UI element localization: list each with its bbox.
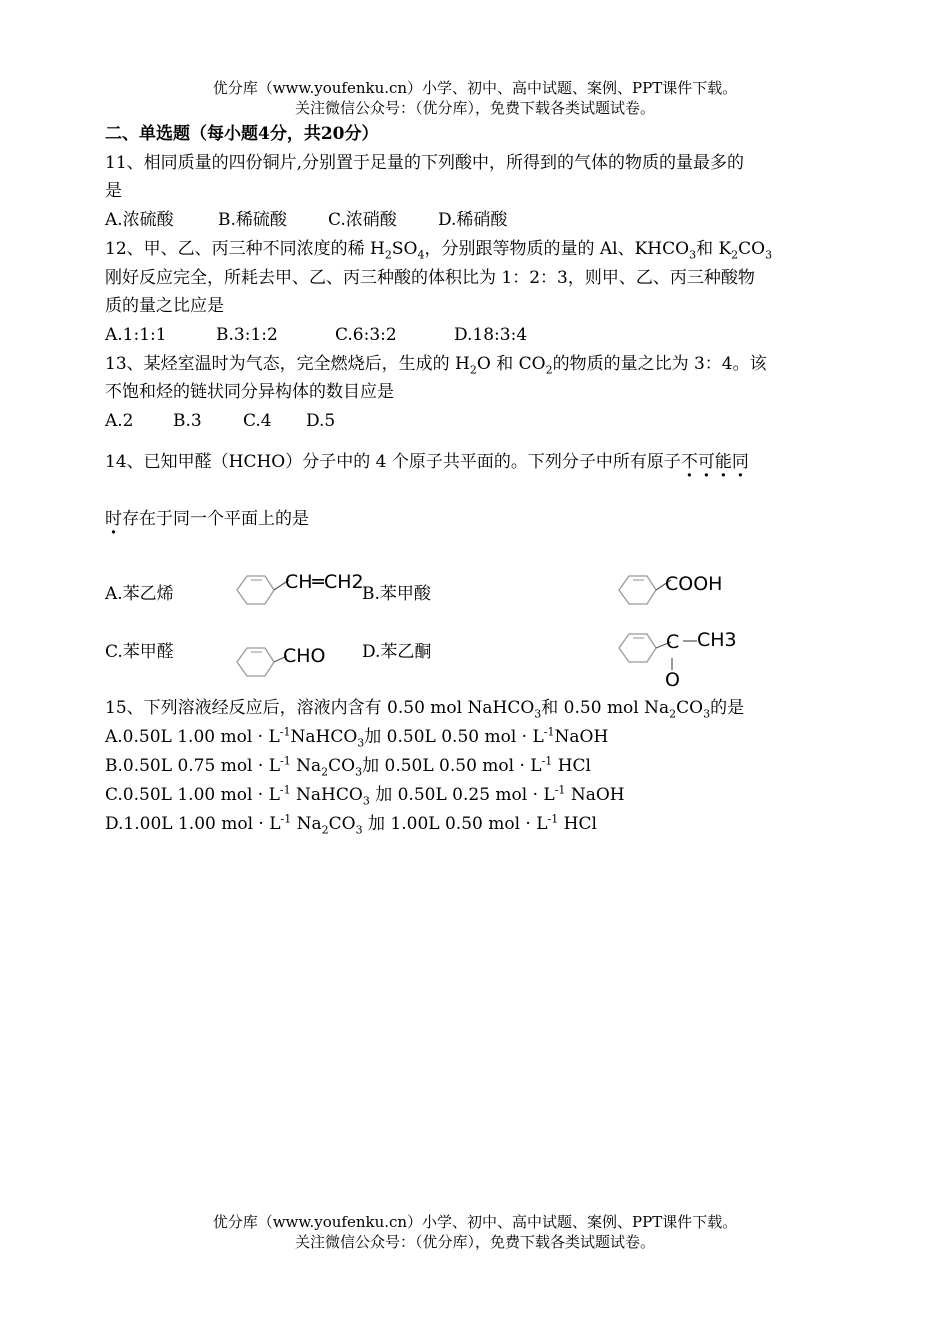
q15-text: 的是 bbox=[710, 698, 745, 718]
q14-stem-line-2 bbox=[105, 507, 309, 531]
q12-text: ，分别跟等物质的量的 Al、KHCO bbox=[424, 239, 690, 259]
q15-option-d[interactable] bbox=[105, 812, 597, 836]
q12-option-d[interactable]: D.18:3:4 bbox=[454, 325, 528, 345]
subscript: 2 bbox=[731, 248, 739, 262]
q15-text: 15、下列溶液经反应后，溶液内含有 0.50 mol NaHCO bbox=[105, 698, 535, 718]
q12-stem-line-3: 质的量之比应是 bbox=[105, 296, 224, 316]
option-text: 加 1.00L 0.50 mol · L bbox=[362, 814, 548, 834]
q12-stem-line-2: 刚好反应完全，所耗去甲、乙、丙三种酸的体积比为 1：2：3，则甲、乙、丙三种酸物 bbox=[105, 268, 755, 288]
superscript: -1 bbox=[279, 783, 291, 797]
q12-text: 和 K bbox=[696, 239, 732, 259]
formula-benzaldehyde: CHO bbox=[283, 645, 326, 667]
option-text: NaOH bbox=[565, 785, 625, 805]
emphasis-char: 能 bbox=[714, 452, 732, 472]
q14-option-b[interactable]: B.苯甲酸 bbox=[362, 584, 431, 604]
subscript: 3 bbox=[765, 248, 773, 262]
q14-option-d[interactable]: D.苯乙酮 bbox=[362, 642, 432, 662]
q13-option-d[interactable]: D.5 bbox=[306, 411, 336, 431]
q12-stem-line-1 bbox=[105, 237, 772, 261]
option-text: HCl bbox=[552, 756, 591, 776]
page-header bbox=[0, 78, 950, 118]
superscript: -1 bbox=[280, 812, 292, 826]
subscript: 3 bbox=[703, 707, 711, 721]
formula-carbonyl-carbon: C bbox=[666, 631, 680, 653]
q13-option-b[interactable]: B.3 bbox=[173, 411, 202, 431]
option-text: C.0.50L 1.00 mol · L bbox=[105, 785, 280, 805]
option-text: CO bbox=[328, 756, 356, 776]
option-text: NaHCO bbox=[290, 785, 363, 805]
q13-text: 的物质的量之比为 3：4。该 bbox=[552, 354, 767, 374]
section-title: 二、单选题（每小题4分，共20分） bbox=[105, 124, 379, 144]
subscript: 4 bbox=[417, 248, 425, 262]
q11-stem-line-2: 是 bbox=[105, 181, 122, 201]
page-footer bbox=[0, 1212, 950, 1252]
header-line-2: 关注微信公众号：（优分库），免费下载各类试题试卷。 bbox=[294, 99, 655, 117]
subscript: 3 bbox=[534, 707, 542, 721]
q15-option-c[interactable] bbox=[105, 783, 625, 807]
q11-option-c[interactable]: C.浓硝酸 bbox=[328, 210, 397, 230]
option-text: A.0.50L 1.00 mol · L bbox=[105, 727, 280, 747]
q14-option-c[interactable]: C.苯甲醛 bbox=[105, 642, 174, 662]
q12-option-a[interactable]: A.1:1:1 bbox=[105, 325, 167, 345]
subscript: 3 bbox=[362, 794, 370, 808]
subscript: 2 bbox=[669, 707, 677, 721]
formula-oxygen: O bbox=[665, 669, 680, 691]
formula-methyl: CH3 bbox=[697, 629, 737, 651]
q13-stem-line-1 bbox=[105, 352, 767, 376]
benzene-ring-a bbox=[233, 572, 293, 612]
q12-text: 12、甲、乙、丙三种不同浓度的稀 H bbox=[105, 239, 385, 259]
footer-line-1: 优分库（www.youfenku.cn）小学、初中、高中试题、案例、PPT课件下载。 bbox=[212, 1213, 738, 1231]
q15-stem bbox=[105, 696, 744, 720]
option-text: CO bbox=[328, 814, 356, 834]
superscript: -1 bbox=[554, 783, 566, 797]
option-text: 加 0.50L 0.50 mol · L bbox=[364, 727, 544, 747]
footer-line-2: 关注微信公众号：（优分库），免费下载各类试题试卷。 bbox=[294, 1233, 655, 1251]
q14-text: 14、已知甲醛（HCHO）分子中的 4 个原子共平面的。下列分子中所有原子 bbox=[105, 452, 681, 472]
option-text: D.1.00L 1.00 mol · L bbox=[105, 814, 281, 834]
superscript: -1 bbox=[547, 812, 559, 826]
q11-stem-line-1: 11、相同质量的四份铜片,分别置于足量的下列酸中，所得到的气体的物质的量最多的 bbox=[105, 153, 745, 173]
q13-option-c[interactable]: C.4 bbox=[243, 411, 272, 431]
q12-options bbox=[105, 323, 527, 347]
emphasis-char: 时 bbox=[105, 509, 122, 529]
subscript: 2 bbox=[321, 765, 329, 779]
formula-styrene: CH═CH2 bbox=[285, 571, 364, 593]
superscript: -1 bbox=[541, 754, 553, 768]
option-text: Na bbox=[291, 814, 322, 834]
q11-option-a[interactable]: A.浓硫酸 bbox=[105, 210, 174, 230]
formula-benzoic-acid: COOH bbox=[665, 573, 723, 595]
subscript: 2 bbox=[469, 363, 477, 377]
q12-option-b[interactable]: B.3:1:2 bbox=[216, 325, 278, 345]
header-line-1: 优分库（www.youfenku.cn）小学、初中、高中试题、案例、PPT课件下载。 bbox=[212, 79, 738, 97]
option-text: NaOH bbox=[554, 727, 609, 747]
q13-text: 13、某烃室温时为气态，完全燃烧后，生成的 H bbox=[105, 354, 470, 374]
emphasis-char: 同 bbox=[731, 452, 749, 472]
q12-text: CO bbox=[738, 239, 766, 259]
subscript: 3 bbox=[355, 823, 363, 837]
q15-text: CO bbox=[676, 698, 704, 718]
q11-options bbox=[105, 208, 507, 232]
q14-text: 存在于同一个平面上的是 bbox=[122, 509, 309, 529]
q15-text: 和 0.50 mol Na bbox=[541, 698, 670, 718]
option-text: HCl bbox=[558, 814, 597, 834]
subscript: 3 bbox=[689, 248, 697, 262]
q11-option-b[interactable]: B.稀硫酸 bbox=[218, 210, 287, 230]
subscript: 2 bbox=[321, 823, 329, 837]
q13-stem-line-2: 不饱和烃的链状同分异构体的数目应是 bbox=[105, 382, 394, 402]
q11-option-d[interactable]: D.稀硝酸 bbox=[438, 210, 508, 230]
q15-option-a[interactable] bbox=[105, 725, 608, 749]
subscript: 3 bbox=[355, 765, 363, 779]
emphasis-char: 不 bbox=[680, 452, 698, 472]
option-text: 加 0.50L 0.50 mol · L bbox=[362, 756, 542, 776]
option-text: B.0.50L 0.75 mol · L bbox=[105, 756, 280, 776]
subscript: 3 bbox=[357, 736, 365, 750]
superscript: -1 bbox=[543, 725, 555, 739]
subscript: 2 bbox=[384, 248, 392, 262]
q12-text: SO bbox=[391, 239, 418, 259]
superscript: -1 bbox=[280, 754, 291, 768]
q14-option-a[interactable]: A.苯乙烯 bbox=[105, 584, 174, 604]
q13-option-a[interactable]: A.2 bbox=[105, 411, 134, 431]
option-text: NaHCO bbox=[290, 727, 358, 747]
subscript: 2 bbox=[545, 363, 553, 377]
superscript: -1 bbox=[279, 725, 291, 739]
q13-options bbox=[105, 409, 335, 433]
q12-option-c[interactable]: C.6:3:2 bbox=[335, 325, 397, 345]
option-text: 加 0.50L 0.25 mol · L bbox=[369, 785, 555, 805]
q14-stem-line-1 bbox=[105, 450, 749, 474]
q15-option-b[interactable] bbox=[105, 754, 591, 778]
emphasis-char: 可 bbox=[697, 452, 715, 472]
option-text: Na bbox=[290, 756, 322, 776]
q13-text: O 和 CO bbox=[476, 354, 546, 374]
